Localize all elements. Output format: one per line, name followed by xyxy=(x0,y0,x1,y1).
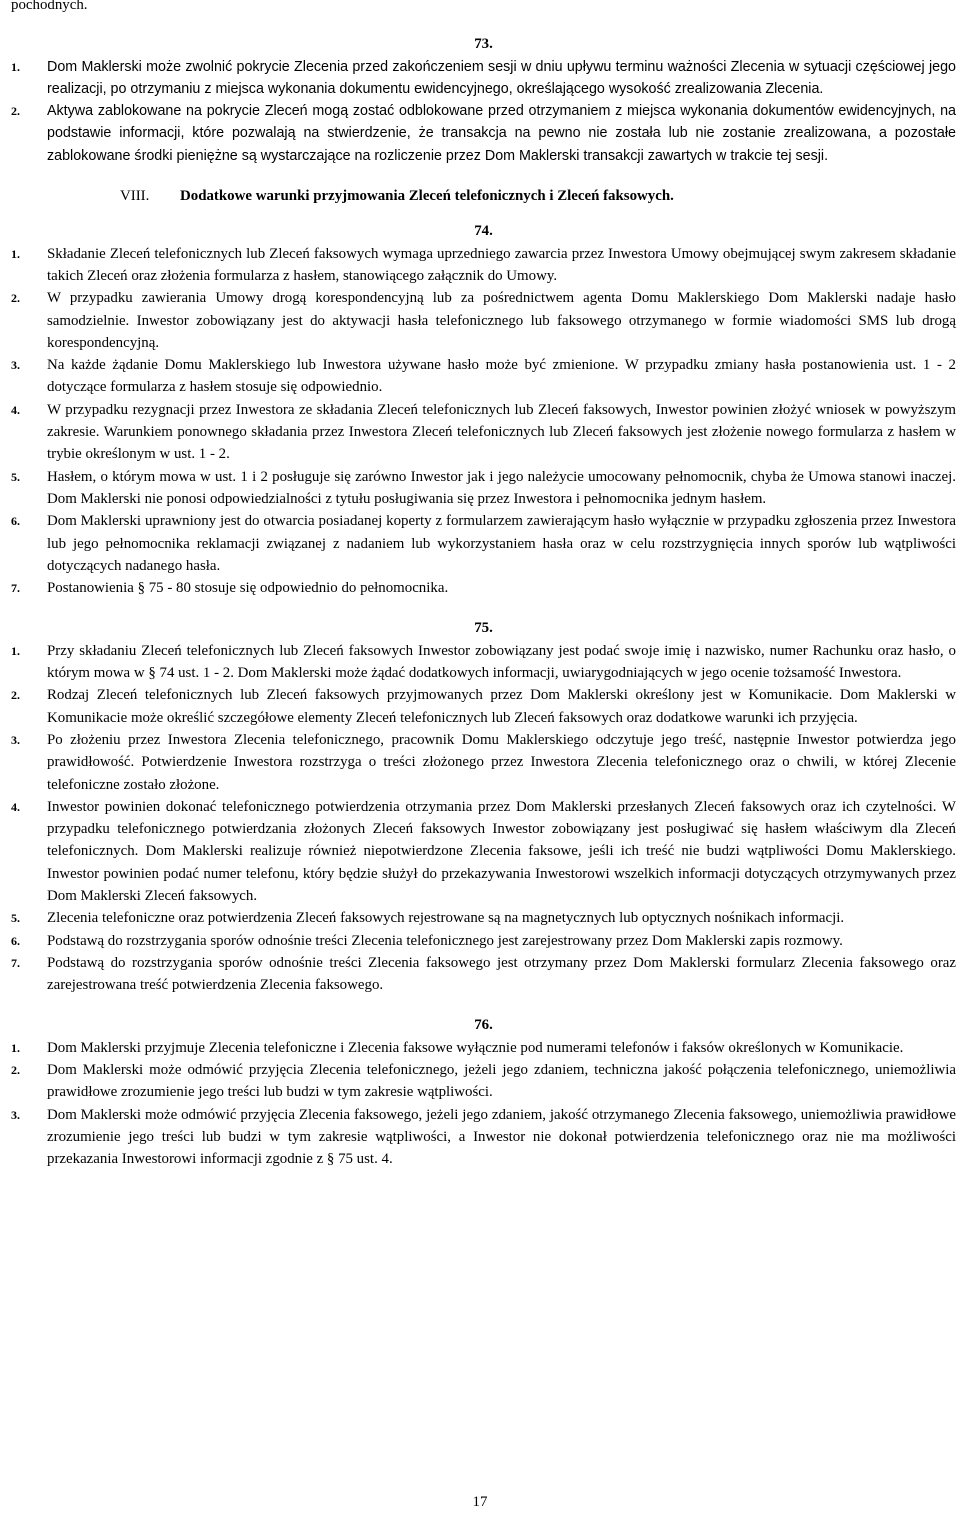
item-number: 6. xyxy=(11,514,20,529)
item-number: 2. xyxy=(11,104,20,119)
section-75 xyxy=(11,617,956,996)
chapter-number: VIII. xyxy=(120,188,150,205)
item-text: Dom Maklerski przyjmuje Zlecenia telefoniczne i Zlecenia faksowe wyłącznie pod numerami telefonów i faksów określonych w Komunikacie. xyxy=(47,1039,904,1056)
list-item xyxy=(11,1059,956,1104)
item-number: 1. xyxy=(11,246,20,261)
list-item xyxy=(11,510,956,577)
list-item xyxy=(11,796,956,907)
item-text: Dom Maklerski uprawniony jest do otwarcia posiadanej koperty z formularzem zawierającym hasło wyłącznie w przypadku zgłoszenia przez Inwestora lub jego pełnomocnika reklamacji związanej z nadaniem lub wykorzystaniem hasła oraz w celu rozstrzygnięcia innych sporów lub wątpliwości dotyczących nadanego hasła. xyxy=(47,513,956,574)
item-number: 5. xyxy=(11,469,20,484)
item-number: 1. xyxy=(11,1040,20,1055)
list-item xyxy=(11,354,956,399)
list-item xyxy=(11,1104,956,1171)
item-text: Inwestor powinien dokonać telefonicznego potwierdzenia otrzymania przez Dom Maklerski przesłanych Zleceń faksowych oraz ich czytelności. W przypadku telefonicznego potwierdzania złożonych Zleceń faksowych Inwestor zobowiązany jest posługiwać się hasłem właściwym dla Zleceń telefonicznych. Dom Maklerski realizuje również niepotwierdzone Zlecenia faksowe, jeśli ich treść nie budzi wątpliwości Domu Maklerskiego. Inwestor powinien podać numer telefonu, który będzie służył do przekazywania Inwestorowi wszelkich informacji dotyczących otrzymywanych przez Dom Maklerski Zleceń faksowych. xyxy=(47,798,956,904)
list-item xyxy=(11,577,956,599)
item-text: Hasłem, o którym mowa w ust. 1 i 2 posługuje się zarówno Inwestor jak i jego należycie umocowany pełnomocnik, chyba że Umowa stanowi inaczej. Dom Maklerski nie ponosi odpowiedzialności z tytułu posługiwania się przez Inwestora i pełnomocnika jednym hasłem. xyxy=(47,468,956,507)
item-text: Zlecenia telefoniczne oraz potwierdzenia Zleceń faksowych rejestrowane są na magnetycznych lub optycznych nośnikach informacji. xyxy=(47,910,845,927)
item-number: 6. xyxy=(11,933,20,948)
section-number: 73. xyxy=(474,36,493,53)
list-item xyxy=(11,952,956,997)
item-text: Dom Maklerski może odmówić przyjęcia Zlecenia telefonicznego, jeżeli jego zdaniem, techniczna jakość połączenia telefonicznego, uniemożliwia prawidłowe zrozumienie jego treści lub budzi w tym zakresie wątpliwości. xyxy=(47,1062,956,1101)
list-item xyxy=(11,243,956,288)
item-text: Dom Maklerski może odmówić przyjęcia Zlecenia faksowego, jeżeli jego zdaniem, jakość otrzymanego Zlecenia faksowego, uniemożliwia prawidłowe zrozumienie jego treści lub budzi w tym zakresie wątpliwości, a Inwestor nie dokonał potwierdzenia telefonicznego oraz nie ma możliwości przekazania Inwestorowi informacji zgodnie z § 75 ust. 4. xyxy=(47,1106,956,1168)
item-number: 3. xyxy=(11,732,20,747)
item-number: 7. xyxy=(11,581,20,596)
section-number: 76. xyxy=(474,1017,493,1034)
item-text: Dom Maklerski może zwolnić pokrycie Zlecenia przed zakończeniem sesji w dniu upływu terminu ważności Zlecenia w sytuacji częściowej jego realizacji, po otrzymaniu z miejsca wykonania dokumentu ewidencyjnego, określającego wysokość zrealizowania Zlecenia. xyxy=(47,58,956,97)
item-text: W przypadku zawierania Umowy drogą korespondencyjną lub za pośrednictwem agenta Domu Maklerskiego Dom Maklerski nadaje hasło samodzielnie. Inwestor zobowiązany jest do aktywacji hasła telefonicznego lub faksowego otrzymanego w formie wiadomości SMS lub drogą korespondencyjną. xyxy=(47,290,956,351)
list-item xyxy=(11,640,956,685)
item-number: 2. xyxy=(11,291,20,306)
list-item xyxy=(11,287,956,354)
item-text: Rodzaj Zleceń telefonicznych lub Zleceń faksowych przyjmowanych przez Dom Maklerski określony jest w Komunikacie. Dom Maklerski w Komunikacie może określić szczegółowe elementy Zleceń telefonicznych lub Zleceń faksowych oraz dodatkowe warunki ich przyjęcia. xyxy=(47,687,956,726)
section-number: 74. xyxy=(474,223,493,240)
document-page xyxy=(11,0,956,1171)
section-73 xyxy=(11,33,956,167)
item-number: 3. xyxy=(11,358,20,373)
item-text: Podstawą do rozstrzygania sporów odnośnie treści Zlecenia faksowego jest otrzymany przez Dom Maklerski formularz Zlecenia faksowego oraz zarejestrowana treść potwierdzenia Zlecenia faksowego. xyxy=(47,954,956,994)
item-number: 7. xyxy=(11,955,20,970)
list-item xyxy=(11,907,956,929)
item-number: 2. xyxy=(11,688,20,703)
item-text: Podstawą do rozstrzygania sporów odnośnie treści Zlecenia telefonicznego jest zarejestrowany przez Dom Maklerski zapis rozmowy. xyxy=(47,932,843,949)
item-number: 1. xyxy=(11,59,20,74)
item-number: 4. xyxy=(11,402,20,417)
list-item xyxy=(11,1037,956,1059)
item-text: Przy składaniu Zleceń telefonicznych lub Zleceń faksowych Inwestor zobowiązany jest podać swoje imię i nazwisko, numer Rachunku oraz hasło, o którym mowa w § 74 ust. 1 - 2. Dom Maklerski może żądać dodatkowych informacji, uwiarygodniających w jego ocenie tożsamość Inwestora. xyxy=(47,642,956,682)
list-item xyxy=(11,930,956,952)
list-item xyxy=(11,729,956,796)
list-item xyxy=(11,466,956,511)
page-number: 17 xyxy=(472,1494,488,1510)
section-number: 75. xyxy=(474,620,493,637)
item-text: Postanowienia § 75 - 80 stosuje się odpowiednio do pełnomocnika. xyxy=(47,580,449,597)
item-text: Po złożeniu przez Inwestora Zlecenia telefonicznego, pracownik Domu Maklerskiego odczytuje jego treść, następnie Inwestor potwierdza jego prawidłowość. Potwierdzenie Inwestora rozstrzyga o treści złożonego przez Inwestora Zlecenia telefonicznego oraz o chwili, w której Zlecenie telefoniczne zostało złożone. xyxy=(47,731,956,793)
section-74 xyxy=(11,220,956,599)
item-number: 5. xyxy=(11,911,20,926)
item-text: W przypadku rezygnacji przez Inwestora ze składania Zleceń telefonicznych lub Zleceń faksowych, Inwestor powinien złożyć wniosek w powyższym zakresie. Warunkiem ponownego składania przez Inwestora Zleceń telefonicznych lub Zleceń faksowych jest złożenie nowego formularza z hasłem w trybie określonym w ust. 1 - 2. xyxy=(47,401,956,463)
item-number: 1. xyxy=(11,643,20,658)
item-text: Składanie Zleceń telefonicznych lub Zleceń faksowych wymaga uprzedniego zawarcia przez Inwestora Umowy obejmującej swym zakresem składanie takich Zleceń oraz złożenia formularza z hasłem, stanowiącego załącznik do Umowy. xyxy=(47,245,956,284)
list-item xyxy=(11,56,956,101)
section-76 xyxy=(11,1014,956,1170)
chapter-heading xyxy=(11,185,956,207)
list-item xyxy=(11,684,956,729)
item-text: Aktywa zablokowane na pokrycie Zleceń mogą zostać odblokowane przed otrzymaniem z miejsca wykonania dokumentów ewidencyjnych, na podstawie informacji, które pozwalają na stwierdzenie, że transakcja na pewno nie została lub nie zostanie zrealizowana, a pozostałe zablokowane środki pieniężne są wystarczające na rozliczenie przez Dom Maklerski transakcji zawartych w trakcie tej sesji. xyxy=(47,103,956,164)
chapter-title: Dodatkowe warunki przyjmowania Zleceń telefonicznych i Zleceń faksowych. xyxy=(180,188,674,205)
top-fragment: pochodnych. xyxy=(11,0,88,13)
list-item xyxy=(11,399,956,466)
item-number: 4. xyxy=(11,799,20,814)
item-text: Na każde żądanie Domu Maklerskiego lub Inwestora używane hasło może być zmienione. W przypadku zmiany hasła postanowienia ust. 1 - 2 dotyczące formularza z hasłem stosuje się odpowiednio. xyxy=(47,357,956,396)
item-number: 2. xyxy=(11,1063,20,1078)
item-number: 3. xyxy=(11,1107,20,1122)
list-item xyxy=(11,100,956,167)
